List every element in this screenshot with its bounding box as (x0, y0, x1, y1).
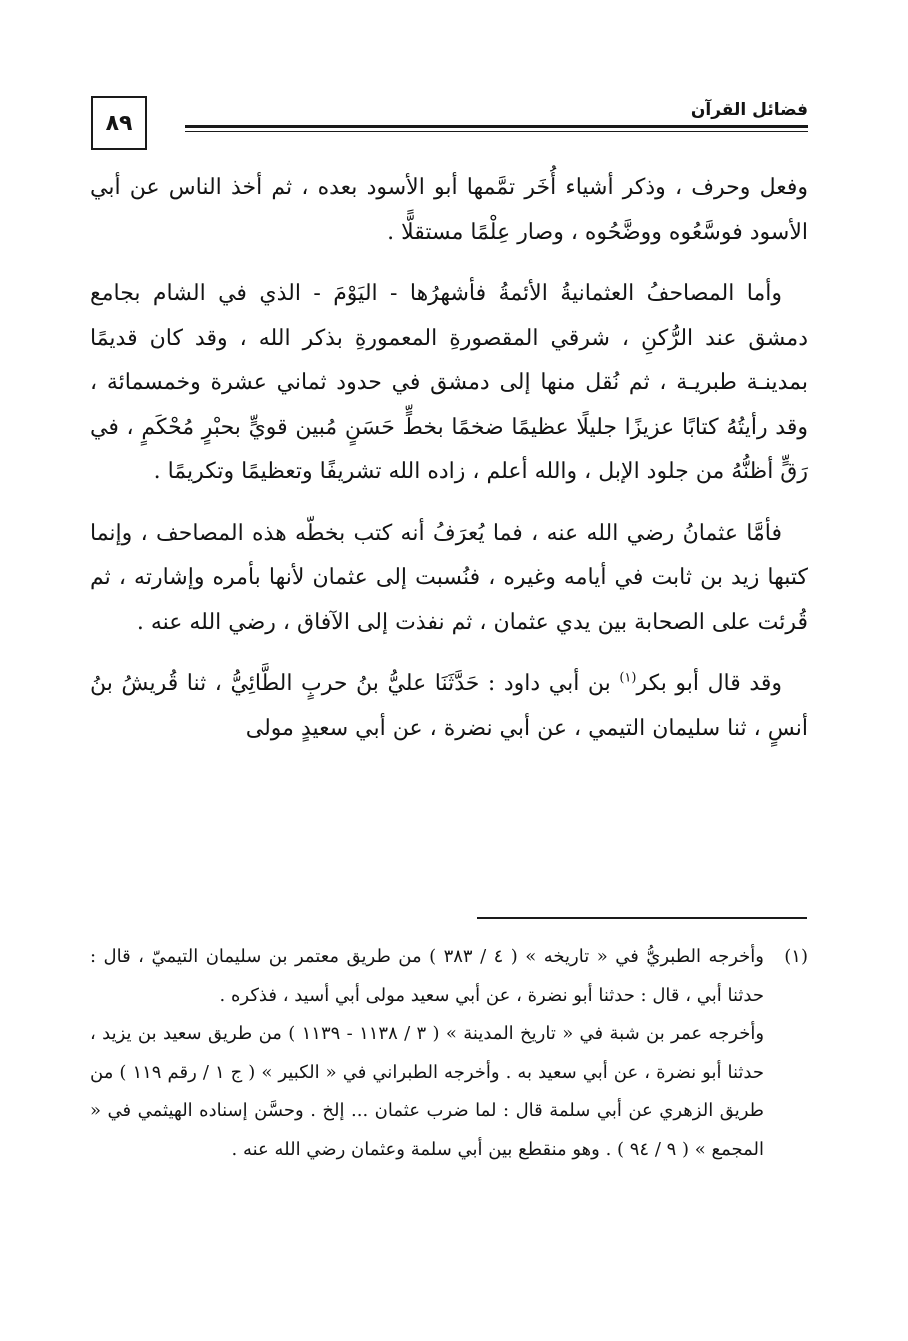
body-paragraph-4 (90, 662, 808, 751)
body-paragraph-3: فأمَّا عثمانُ رضي الله عنه ، فما يُعرَفُ أنه كتب بخطّه هذه المصاحف ، وإنما كتبها زيد بن ثابت في أيامه وغيره ، فنُسبت إلى عثمان لأنها بأمره وإشارته ، ثم قُرئت على الصحابة بين يدي عثمان ، ثم نفذت إلى الآفاق ، رضي الله عنه . (90, 520, 808, 635)
header-rule-thick (185, 125, 808, 128)
body-paragraph-2: وأما المصاحفُ العثمانيةُ الأئمةُ فأشهرُها - اليَوْمَ - الذي في الشام بجامع دمشق عند الرُّكنِ ، شرقي المقصورةِ المعمورةِ بذكر الله ، وقد كان قديمًا بمدينـة طبريـة ، ثم نُقل منها إلى دمشق في حدود ثماني عشرة وخمسمائة ، وقد رأيتُهُ كتابًا عزيزًا جليلًا عظيمًا ضخمًا بخطٍّ حَسَنٍ مُبين قويٍّ بحبْرٍ مُحْكَمٍ ، في رَقٍّ أظنُّهُ من جلود الإبل ، والله أعلم ، زاده الله تشريفًا وتعظيمًا وتكريمًا . (90, 281, 808, 484)
running-title: فضائل القرآن (690, 100, 808, 120)
footnote-number: (١) (784, 946, 808, 967)
body-paragraph-4-start: وقد قال أبو بكر (636, 671, 783, 696)
page-number (91, 96, 147, 150)
body-paragraph-4-rest: بن أبي داود : حَدَّثَنَا عليُّ بنُ حربٍ الطَّائِيُّ ، ثنا قُريشُ بنُ أنسٍ ، ثنا سليمان التيمي ، عن أبي نضرة ، عن أبي سعيدٍ مولى (90, 671, 808, 741)
main-text (90, 166, 808, 768)
footnote-body (90, 938, 764, 1169)
footnote-reference: (١) (619, 670, 637, 686)
body-paragraph-1: وفعل وحرف ، وذكر أشياء أُخَر تمَّمها أبو الأسود بعده ، ثم أخذ الناس عن أبي الأسود فوسَّعُوه ووضَّحُوه ، وصار عِلْمًا مستقلًّا . (90, 175, 808, 245)
footnotes (90, 938, 808, 1169)
footnote-1 (90, 938, 808, 1169)
header-rule-thin (185, 131, 808, 132)
footnote-paragraph-2: وأخرجه عمر بن شبة في « تاريخ المدينة » ( ٣ / ١١٣٨ - ١١٣٩ ) من طريق سعيد بن يزيد ، حدثنا أبو نضرة ، عن أبي سعيد به . وأخرجه الطبراني في « الكبير » ( ج ١ / رقم ١١٩ ) من طريق الزهري عن أبي سلمة قال : لما ضرب عثمان ... إلخ . وحسَّن إسناده الهيثمي في « المجمع » ( ٩ / ٩٤ ) . وهو منقطع بين أبي سلمة وعثمان رضي الله عنه . (90, 1023, 765, 1160)
page-number-text: ٨٩ (105, 110, 133, 136)
footnote-separator (477, 917, 807, 919)
footnote-paragraph-1: وأخرجه الطبريُّ في « تاريخه » ( ٤ / ٣٨٣ ) من طريق معتمر بن سليمان التيميّ ، قال : حدثنا أبي ، قال : حدثنا أبو نضرة ، عن أبي سعيد مولى أبي أسيد ، فذكره . (90, 946, 764, 1006)
